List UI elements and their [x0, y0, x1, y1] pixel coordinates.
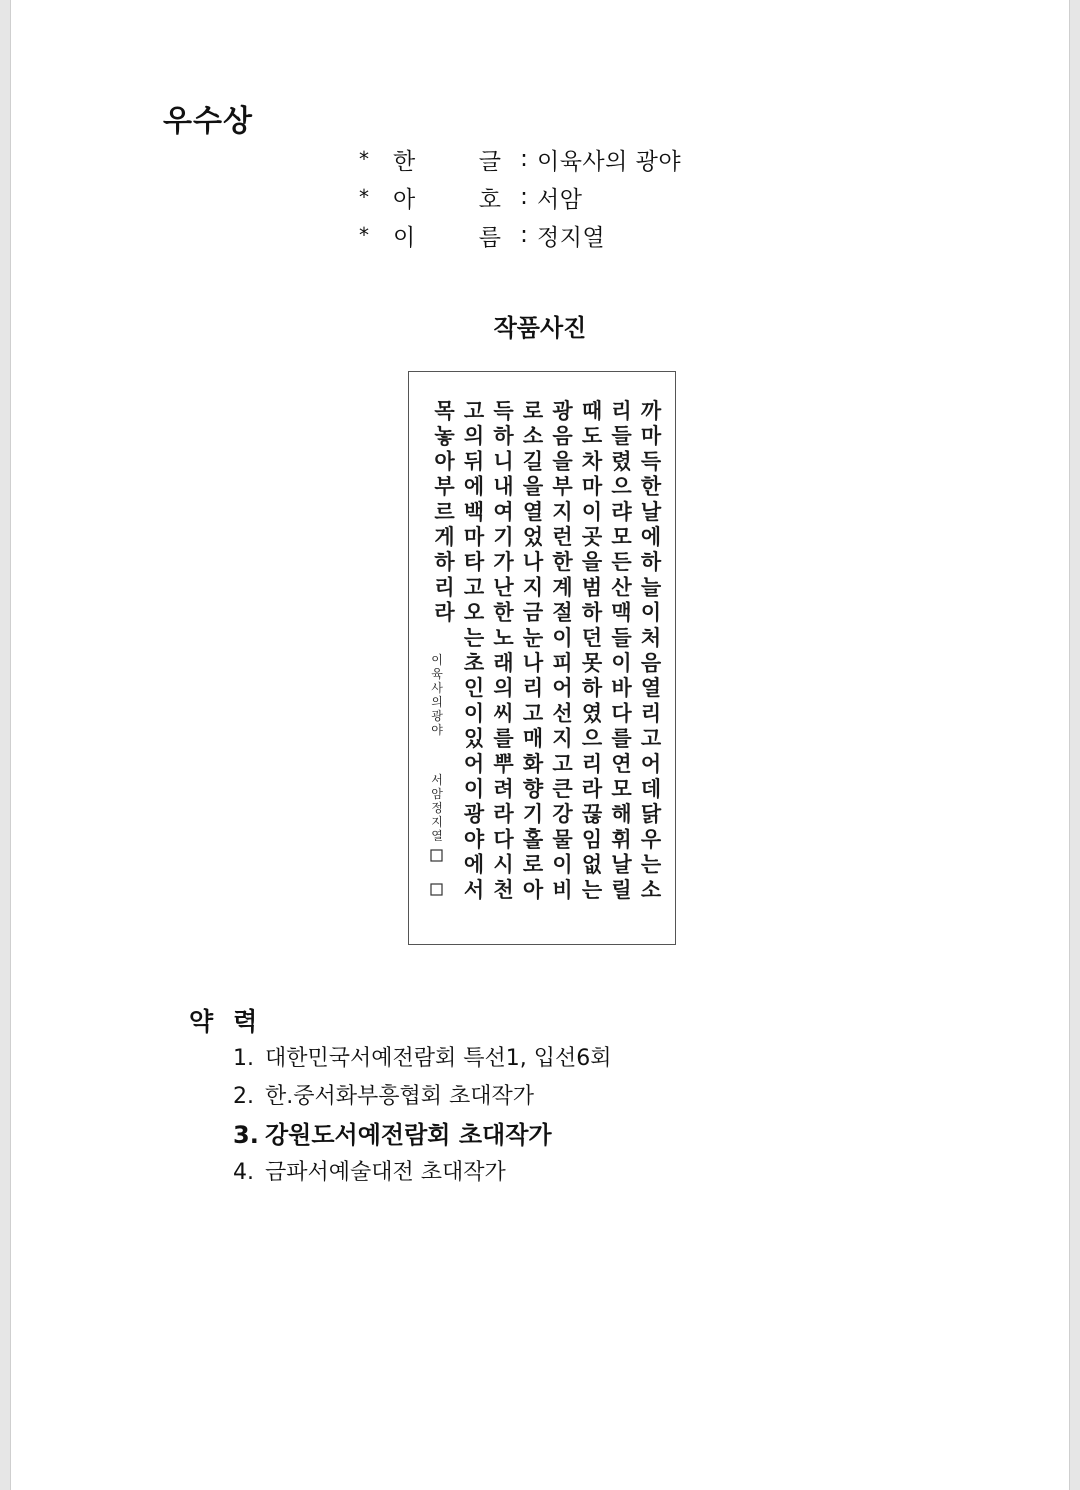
- calligraphy-char: 던: [581, 624, 603, 650]
- calligraphy-char: 이: [640, 599, 662, 625]
- calligraphy-char: 지: [522, 574, 544, 600]
- calligraphy-char: 모: [611, 776, 632, 801]
- calligraphy-char: 든: [611, 549, 632, 575]
- calligraphy-char: 늘: [640, 574, 662, 600]
- calligraphy-signature-char: 서: [431, 773, 443, 787]
- calligraphy-char: 고: [463, 574, 485, 600]
- calligraphy-char: 릴: [611, 876, 632, 902]
- calligraphy-char: 의: [493, 675, 514, 701]
- calligraphy-char: 지: [552, 498, 573, 524]
- calligraphy-char: 이: [463, 776, 485, 801]
- artist-info: [359, 140, 681, 254]
- calligraphy-char: 하: [493, 423, 514, 449]
- calligraphy-char: 이: [552, 851, 573, 877]
- calligraphy-char: 나: [522, 549, 544, 575]
- calligraphy-char: 한: [640, 473, 662, 499]
- career-item-text: 대한민국서예전람회 특선1, 입선6회: [265, 1046, 612, 1071]
- calligraphy-char: 어: [463, 750, 485, 776]
- calligraphy-char: 다: [611, 700, 632, 726]
- calligraphy-char: 피: [552, 650, 573, 675]
- calligraphy-caption-char: 의: [431, 695, 443, 709]
- calligraphy-char: 열: [522, 498, 544, 524]
- calligraphy-char: 씨: [493, 700, 514, 726]
- info-label: [393, 143, 505, 176]
- calligraphy-char: 에: [640, 524, 662, 549]
- label-char: 이: [393, 224, 416, 251]
- info-row-pen-name: [359, 178, 681, 216]
- calligraphy-char: 산: [611, 574, 632, 600]
- calligraphy-char: 래: [493, 650, 514, 675]
- calligraphy-char: 는: [581, 876, 603, 902]
- calligraphy-char: 를: [493, 725, 514, 751]
- calligraphy-char: 리: [434, 574, 455, 600]
- calligraphy-char: 를: [611, 725, 632, 751]
- calligraphy-signature-char: 정: [431, 801, 443, 815]
- calligraphy-char: 한: [493, 599, 514, 625]
- calligraphy-char: 끊: [581, 801, 603, 827]
- calligraphy-char: 려: [493, 776, 514, 801]
- calligraphy-char: 맥: [611, 599, 632, 625]
- calligraphy-caption-char: 육: [431, 667, 443, 681]
- calligraphy-char: 랴: [611, 498, 632, 524]
- calligraphy-char: 마: [581, 473, 603, 499]
- career-item: [233, 1116, 612, 1154]
- calligraphy-char: 강: [552, 801, 573, 827]
- calligraphy-char: 을: [552, 448, 573, 474]
- calligraphy-char: 날: [611, 851, 632, 877]
- calligraphy-char: 홀: [522, 826, 544, 852]
- label-char: 름: [478, 224, 501, 251]
- label-char: 아: [393, 186, 416, 213]
- calligraphy-char: 르: [434, 498, 455, 524]
- calligraphy-char: 득: [493, 398, 514, 423]
- calligraphy-signature-char: 암: [431, 787, 443, 801]
- info-label: [393, 181, 505, 214]
- calligraphy-char: 광: [552, 398, 573, 423]
- career-item-text: 한.중서화부흥협회 초대작가: [265, 1084, 535, 1109]
- info-colon: :: [520, 222, 528, 248]
- calligraphy-caption-char: 광: [431, 709, 443, 723]
- calligraphy-char: 마: [640, 423, 662, 449]
- calligraphy-char: 을: [581, 549, 603, 575]
- calligraphy-char: 화: [522, 750, 544, 776]
- calligraphy-svg: [409, 372, 675, 944]
- bullet-icon: *: [359, 185, 369, 209]
- calligraphy-char: 로: [522, 851, 544, 877]
- calligraphy-char: 범: [581, 574, 603, 600]
- calligraphy-caption-char: 사: [431, 681, 443, 695]
- calligraphy-char: 라: [493, 801, 514, 827]
- calligraphy-char: 타: [463, 549, 485, 575]
- calligraphy-char: 천: [493, 876, 514, 902]
- calligraphy-char: 리: [581, 750, 603, 776]
- calligraphy-char: 리: [522, 675, 544, 701]
- calligraphy-char: 길: [522, 448, 544, 474]
- calligraphy-char: 을: [522, 473, 544, 499]
- calligraphy-char: 는: [463, 624, 485, 650]
- calligraphy-caption-char: 야: [431, 723, 443, 737]
- info-value-work: 이육사의 광야: [537, 148, 682, 175]
- career-item-number: 2.: [233, 1084, 254, 1109]
- calligraphy-char: 큰: [552, 776, 573, 801]
- calligraphy-char: 눈: [522, 624, 544, 650]
- calligraphy-char: 도: [581, 423, 603, 449]
- calligraphy-char: 지: [552, 725, 573, 751]
- calligraphy-char: 바: [611, 675, 632, 701]
- calligraphy-char: 기: [493, 524, 514, 549]
- calligraphy-char: 였: [581, 700, 603, 726]
- calligraphy-char: 으: [611, 473, 632, 499]
- calligraphy-char: 내: [493, 473, 514, 499]
- calligraphy-char: 에: [463, 851, 485, 877]
- calligraphy-char: 렸: [611, 448, 632, 474]
- calligraphy-char: 아: [434, 448, 455, 474]
- calligraphy-char: 뒤: [463, 448, 485, 474]
- calligraphy-char: 라: [581, 776, 603, 801]
- calligraphy-char: 다: [493, 826, 514, 852]
- photo-heading: 작품사진: [493, 314, 587, 342]
- calligraphy-char: 열: [640, 675, 662, 701]
- calligraphy-char: 서: [463, 876, 485, 902]
- info-label: [393, 219, 505, 252]
- calligraphy-char: 니: [493, 448, 514, 474]
- seal-stamp-icon: [431, 884, 442, 895]
- calligraphy-char: 런: [552, 524, 573, 549]
- calligraphy-char: 있: [463, 725, 485, 751]
- calligraphy-char: 에: [463, 473, 485, 499]
- award-title: 우수상: [163, 104, 253, 139]
- bullet-icon: *: [359, 223, 369, 247]
- calligraphy-char: 백: [463, 498, 485, 524]
- calligraphy-char: 까: [640, 398, 662, 423]
- career-item-number: 1.: [233, 1046, 254, 1071]
- calligraphy-signature: [431, 772, 443, 843]
- calligraphy-char: 라: [434, 599, 455, 625]
- calligraphy-char: 계: [552, 574, 573, 600]
- info-colon: :: [520, 184, 528, 210]
- calligraphy-caption: [431, 652, 443, 737]
- calligraphy-column: [434, 398, 455, 625]
- career-item-number: 4.: [233, 1160, 254, 1185]
- calligraphy-signature-char: 지: [431, 815, 443, 829]
- calligraphy-signature-char: 열: [431, 829, 443, 843]
- calligraphy-char: 물: [552, 826, 573, 852]
- calligraphy-char: 선: [552, 700, 573, 726]
- calligraphy-char: 뿌: [493, 750, 514, 776]
- career-item-text: 금파서예술대전 초대작가: [265, 1160, 506, 1185]
- seal-stamp-icon: [431, 850, 442, 861]
- calligraphy-char: 목: [434, 398, 455, 423]
- calligraphy-char: 난: [493, 574, 514, 600]
- career-item-text: 강원도서예전람회 초대작가: [265, 1121, 552, 1149]
- calligraphy-char: 광: [463, 801, 485, 827]
- info-value-name: 정지열: [537, 224, 606, 251]
- career-heading: 약력: [189, 1007, 278, 1036]
- career-item: [233, 1040, 612, 1078]
- calligraphy-char: 때: [581, 398, 603, 423]
- calligraphy-char: 의: [463, 423, 485, 449]
- calligraphy-char: 기: [522, 801, 544, 827]
- calligraphy-char: 부: [552, 473, 573, 499]
- document-page: [10, 0, 1070, 1490]
- calligraphy-char: 초: [463, 650, 485, 675]
- calligraphy-char: 휘: [611, 826, 632, 852]
- info-row-name: [359, 216, 681, 254]
- calligraphy-char: 매: [522, 725, 544, 751]
- calligraphy-artwork: [408, 371, 676, 945]
- career-item: [233, 1154, 612, 1192]
- calligraphy-char: 금: [522, 599, 544, 625]
- career-item-number: 3.: [233, 1121, 259, 1149]
- calligraphy-char: 해: [611, 801, 632, 827]
- calligraphy-char: 들: [611, 624, 632, 650]
- calligraphy-char: 음: [552, 423, 573, 449]
- calligraphy-char: 고: [522, 700, 544, 726]
- calligraphy-char: 처: [640, 624, 662, 650]
- calligraphy-char: 들: [611, 423, 632, 449]
- info-value-pen-name: 서암: [537, 186, 583, 213]
- calligraphy-char: 곳: [581, 524, 603, 549]
- calligraphy-char: 임: [581, 826, 603, 852]
- info-colon: :: [520, 146, 528, 172]
- calligraphy-char: 하: [434, 549, 455, 575]
- calligraphy-char: 닭: [640, 801, 662, 827]
- calligraphy-char: 우: [640, 826, 662, 852]
- calligraphy-column: [464, 398, 485, 902]
- calligraphy-char: 이: [552, 624, 573, 650]
- bullet-icon: *: [359, 147, 369, 171]
- calligraphy-char: 오: [463, 599, 485, 625]
- career-item: [233, 1078, 612, 1116]
- label-char: 호: [478, 186, 501, 213]
- calligraphy-char: 시: [493, 851, 514, 877]
- calligraphy-char: 비: [552, 876, 573, 902]
- calligraphy-char: 놓: [434, 423, 455, 449]
- calligraphy-column: [611, 398, 632, 902]
- calligraphy-char: 한: [552, 549, 573, 575]
- calligraphy-char: 게: [434, 524, 455, 549]
- calligraphy-char: 는: [640, 851, 662, 877]
- calligraphy-char: 소: [640, 876, 662, 902]
- calligraphy-char: 으: [581, 725, 603, 751]
- calligraphy-char: 차: [581, 448, 603, 474]
- calligraphy-char: 나: [522, 650, 544, 675]
- calligraphy-column: [582, 398, 603, 902]
- calligraphy-char: 어: [552, 675, 573, 701]
- calligraphy-char: 하: [581, 675, 603, 701]
- calligraphy-char: 음: [640, 650, 662, 675]
- calligraphy-char: 가: [493, 549, 514, 575]
- calligraphy-char: 노: [493, 624, 514, 650]
- calligraphy-char: 고: [552, 750, 573, 776]
- calligraphy-char: 이: [581, 498, 603, 524]
- calligraphy-char: 리: [611, 398, 632, 423]
- calligraphy-char: 어: [640, 750, 662, 776]
- calligraphy-char: 리: [640, 700, 662, 726]
- calligraphy-char: 부: [434, 473, 455, 499]
- calligraphy-char: 인: [463, 675, 485, 701]
- info-row-hangul: [359, 140, 681, 178]
- label-char: 글: [478, 148, 501, 175]
- calligraphy-char: 못: [581, 650, 603, 675]
- calligraphy-char: 이: [611, 650, 632, 675]
- calligraphy-char: 없: [581, 851, 603, 877]
- calligraphy-char: 여: [493, 498, 514, 524]
- calligraphy-column: [551, 398, 573, 902]
- calligraphy-char: 아: [522, 876, 544, 902]
- calligraphy-char: 데: [640, 776, 662, 801]
- calligraphy-char: 고: [640, 725, 662, 751]
- calligraphy-char: 이: [463, 700, 485, 726]
- calligraphy-char: 득: [640, 448, 662, 474]
- calligraphy-column: [492, 398, 514, 902]
- calligraphy-char: 소: [522, 423, 544, 449]
- calligraphy-char: 하: [640, 549, 662, 575]
- calligraphy-char: 로: [522, 398, 544, 423]
- calligraphy-char: 향: [522, 776, 544, 801]
- calligraphy-caption-char: 이: [431, 653, 443, 667]
- calligraphy-char: 었: [522, 524, 544, 549]
- calligraphy-char: 연: [611, 750, 632, 776]
- calligraphy-char: 고: [463, 398, 485, 423]
- career-list: [233, 1040, 612, 1192]
- calligraphy-char: 모: [611, 524, 632, 549]
- calligraphy-char: 야: [463, 826, 485, 852]
- calligraphy-char: 날: [640, 498, 662, 524]
- calligraphy-char: 절: [552, 599, 573, 625]
- calligraphy-char: 하: [581, 599, 603, 625]
- calligraphy-column: [522, 398, 544, 902]
- calligraphy-char: 마: [463, 524, 485, 549]
- calligraphy-column: [640, 398, 662, 902]
- label-char: 한: [393, 148, 416, 175]
